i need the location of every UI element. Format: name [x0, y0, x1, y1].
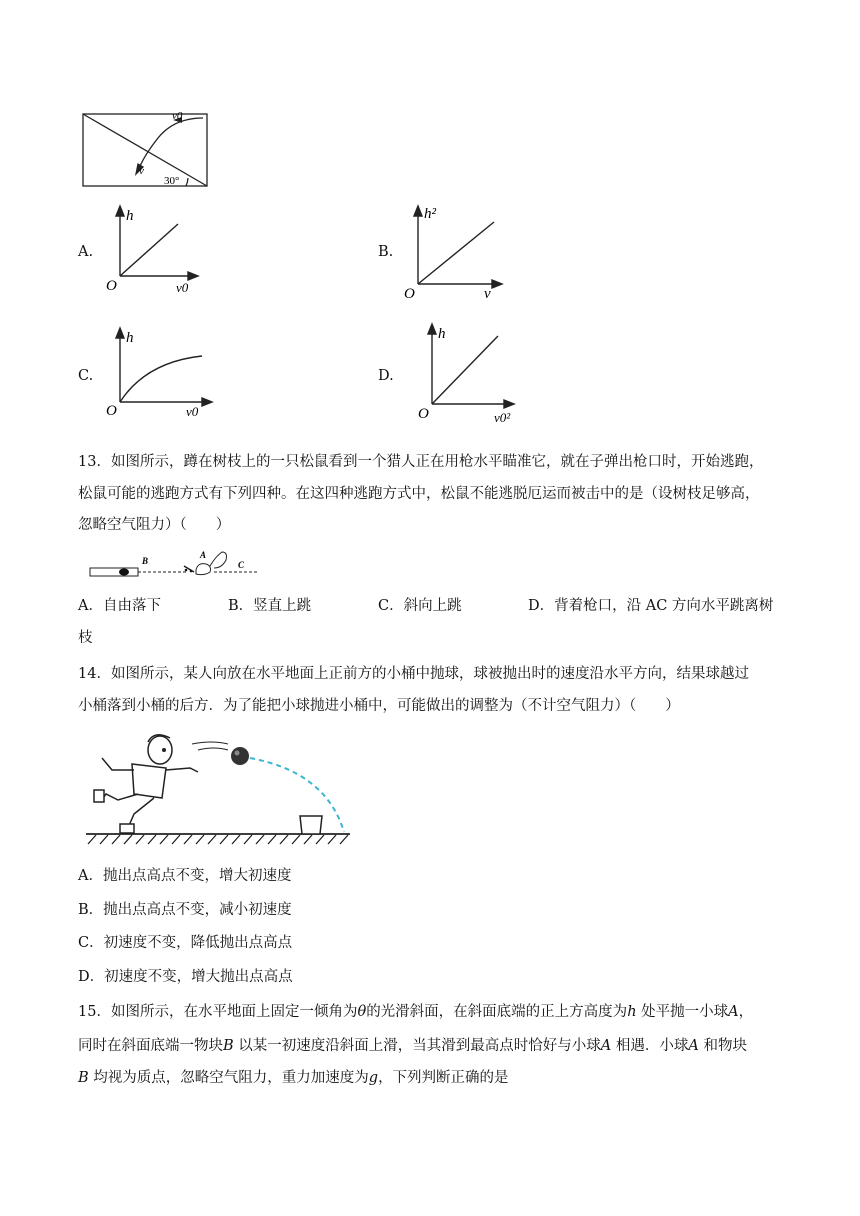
x-axis-label: v: [484, 286, 491, 300]
q15-line1: 15．如图所示，在水平地面上固定一倾角为θ的光滑斜面，在斜面底端的正上方高度为h 处平抛一小球A，: [78, 1004, 754, 1020]
origin-label: O: [418, 406, 429, 422]
v0-label: v0: [172, 110, 183, 122]
q15-line3: B 均视为质点，忽略空气阻力，重力加速度为g，下列判断正确的是: [78, 1070, 509, 1086]
option-c-letter: C.: [78, 368, 94, 384]
fig-label-b: B: [142, 556, 149, 566]
option-d-graph: [414, 318, 518, 430]
q13-line2: 松鼠可能的逃跑方式有下列四种。在这四种逃跑方式中，松鼠不能逃脱厄运而被击中的是（设树枝足够高，: [78, 486, 760, 502]
ground-hatch: [88, 835, 348, 844]
option-b-graph: [402, 200, 512, 300]
x-axis-label: v0: [186, 404, 199, 418]
q14-option-c: C．初速度不变，降低抛出点高点: [78, 935, 293, 951]
origin-label: O: [106, 403, 117, 418]
fig-label-c: C: [238, 560, 245, 570]
option-a-graph: [106, 202, 206, 294]
ball: [231, 747, 249, 765]
fig-label-a: A: [200, 550, 207, 560]
q14-line2: 小桶落到小桶的后方．为了能把小球抛进小桶中，可能做出的调整为（不计空气阻力）（ ）: [78, 698, 680, 714]
option-b-letter: B.: [378, 244, 394, 260]
option-a-letter: A.: [78, 244, 94, 260]
q13-option-b: B．竖直上跳: [228, 598, 312, 614]
q13-option-c: C．斜向上跳: [378, 598, 462, 614]
trajectory: [250, 758, 344, 832]
q14-option-d: D．初速度不变，增大抛出点高点: [78, 969, 293, 985]
x-axis-label: v0: [176, 280, 189, 294]
x-axis-label: v0²: [494, 410, 511, 425]
q14-line1: 14．如图所示，某人向放在水平地面上正前方的小桶中抛球，球被抛出时的速度沿水平方向，结果球越过: [78, 666, 749, 682]
thrower-figure: [82, 728, 362, 846]
origin-label: O: [106, 278, 117, 294]
incline-figure: [78, 108, 214, 190]
option-d-letter: D.: [378, 368, 394, 384]
origin-label: O: [404, 286, 415, 300]
q14-option-b: B．抛出点高点不变，减小初速度: [78, 902, 292, 918]
person: [94, 735, 198, 833]
option-c-graph: [106, 322, 216, 418]
q15-line2: 同时在斜面底端一物块B 以某一初速度沿斜面上滑，当其滑到最高点时恰好与小球A 相遇．小球A 和物块: [78, 1038, 747, 1054]
q13-line1: 13．如图所示，蹲在树枝上的一只松鼠看到一个猎人正在用枪水平瞄准它，就在子弹出枪口时，开始逃跑，: [78, 454, 764, 470]
y-axis-label: h: [126, 208, 134, 224]
v-label: v: [139, 165, 144, 177]
q14-option-a: A．抛出点高点不变，增大初速度: [78, 868, 292, 884]
squirrel-figure: [86, 546, 262, 580]
y-axis-label: h²: [424, 206, 436, 222]
angle-label: 30°: [164, 175, 180, 187]
y-axis-label: h: [438, 326, 446, 342]
q13-option-a: A．自由落下: [78, 598, 161, 614]
bucket: [300, 816, 322, 834]
q13-line3: 忽略空气阻力）（ ）: [78, 517, 231, 533]
q13-option-d: D．背着枪口，沿 AC 方向水平跳离树: [528, 598, 774, 614]
q13-option-d-cont: 枝: [78, 630, 93, 646]
y-axis-label: h: [126, 330, 134, 346]
